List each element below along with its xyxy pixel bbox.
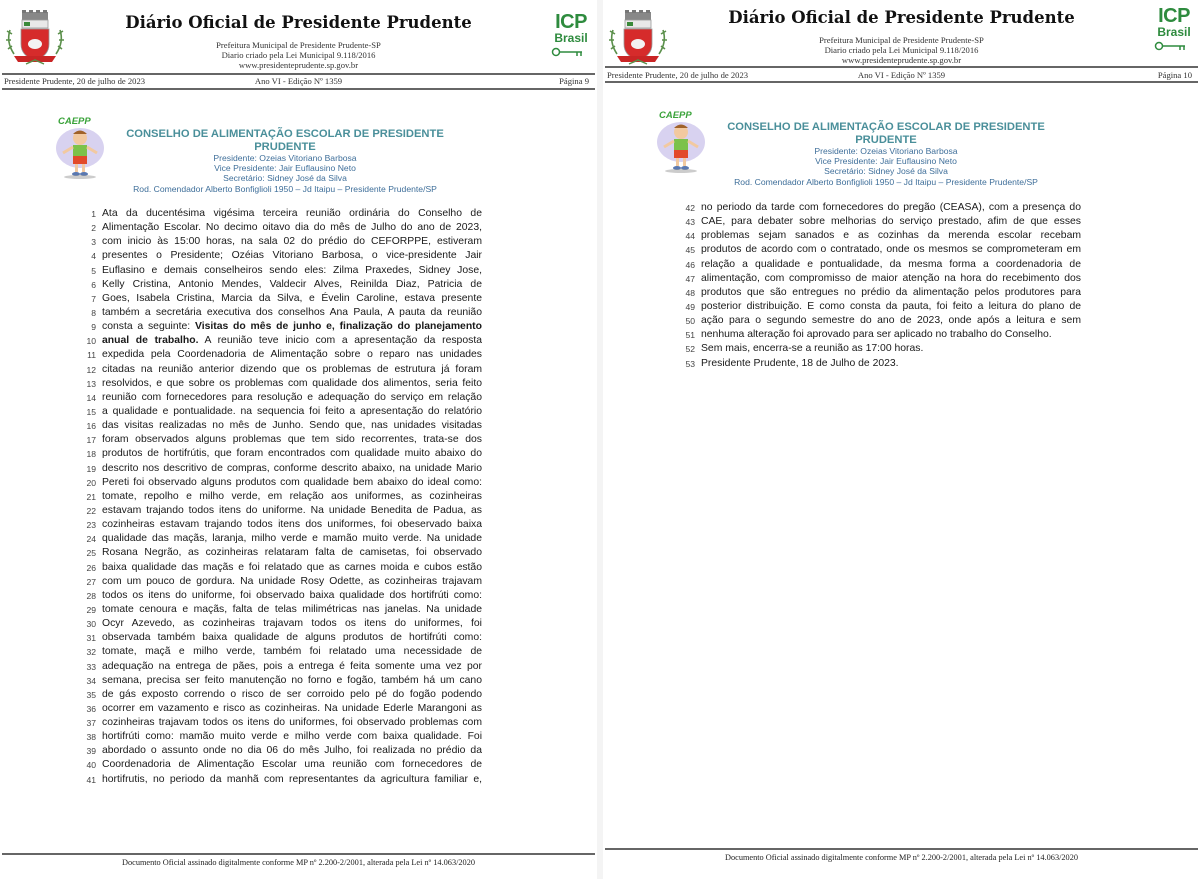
council-address: Rod. Comendador Alberto Bonfiglioli 1950 – Jd Itaipu – Presidente Prudente/SP xyxy=(734,176,1038,187)
minutes-line xyxy=(82,334,492,348)
line-text xyxy=(102,433,482,447)
line-text xyxy=(102,348,482,362)
line-text xyxy=(102,292,482,306)
line-number: 52 xyxy=(685,344,695,355)
line-text xyxy=(102,504,482,518)
line-text xyxy=(102,391,482,405)
journal-subtitle-2: Diario criado pela Lei Municipal 9.118/2016 xyxy=(221,50,376,60)
line-text-run: produtos de acordo com o contratado, onde os mesmos se comprometeram em xyxy=(701,244,1081,256)
line-text-run: CAE, para debater sobre melhorias do serviço prestado, afim de que esses xyxy=(701,216,1081,228)
minutes-line xyxy=(82,518,492,532)
caepp-logo-text: CAEPP xyxy=(58,116,91,127)
line-text xyxy=(102,377,482,391)
council-vice-president: Vice Presidente: Jair Euflausino Neto xyxy=(214,163,356,174)
journal-subtitle-1: Prefeitura Municipal de Presidente Prudente-SP xyxy=(819,35,984,45)
line-number: 18 xyxy=(86,449,96,460)
line-number: 33 xyxy=(86,661,96,672)
line-text xyxy=(102,688,482,702)
line-text-run: relação a qualidade e pontualidade, da mesma forma a coordenadoria de xyxy=(701,258,1081,270)
line-text xyxy=(701,243,1081,257)
line-number: 50 xyxy=(685,316,695,327)
icp-logo-subtext: Brasil xyxy=(1157,25,1191,39)
child-mascot-icon xyxy=(653,120,709,180)
line-text xyxy=(102,674,482,688)
minutes-line xyxy=(82,645,492,659)
minutes-line xyxy=(82,377,492,391)
line-text xyxy=(102,221,482,235)
line-text xyxy=(102,462,482,476)
minutes-line xyxy=(82,278,492,292)
line-text-run: Alimentação Escolar. No decimo oitavo dia do mês de Julho do ano de 2023, xyxy=(102,222,482,234)
council-secretary: Secretário: Sidney José da Silva xyxy=(824,166,948,177)
line-number: 14 xyxy=(86,392,96,403)
line-text-run: presentes o Presidente; Ozéias Vitoriano Barbosa, o vice-presidente Jair xyxy=(102,250,482,262)
minutes-line xyxy=(82,758,492,772)
minutes-line xyxy=(82,207,492,221)
line-text-run: das visitas realizadas no mês de Junho. Sendo que, nas unidades visitadas xyxy=(102,420,482,432)
line-text xyxy=(102,264,482,278)
minutes-line xyxy=(82,264,492,278)
line-text xyxy=(102,716,482,730)
council-address: Rod. Comendador Alberto Bonfiglioli 1950 – Jd Itaipu – Presidente Prudente/SP xyxy=(133,183,437,194)
line-text xyxy=(102,645,482,659)
line-text-run: cozinheiras estavam trajando todos itens dos uniformes, foi obeservado baixa xyxy=(102,519,482,531)
minutes-line xyxy=(82,447,492,461)
footer-rule xyxy=(2,853,595,855)
line-text xyxy=(102,773,482,787)
line-number: 34 xyxy=(86,675,96,686)
line-text-run: estavam trajando todos itens do uniforme. Na unidade Benedita de Padua, as xyxy=(102,504,482,516)
minutes-line xyxy=(82,561,492,575)
line-text xyxy=(102,617,482,631)
minutes-line xyxy=(82,391,492,405)
line-text-run: no periodo da tarde com fornecedores do pregão (CEASA), com a presença do xyxy=(701,202,1081,213)
minutes-line xyxy=(82,617,492,631)
line-text-run: tomate cenoura e maçãs, falta de telas milimétricas nas janelas. Na unidade xyxy=(102,603,482,615)
line-text-run: com um pouco de gordura. Na unidade Rosy Odette, as cozinheiras trajavam xyxy=(102,575,482,587)
line-number: 22 xyxy=(86,505,96,516)
minutes-line xyxy=(82,490,492,504)
council-title-line2: PRUDENTE xyxy=(855,133,917,146)
edition-number: Ano VI - Edição Nº 1359 xyxy=(857,70,946,80)
line-text-run: Rosana Negrão, as cozinheiras relataram falta de camisetas, foi observado xyxy=(102,547,482,559)
minutes-line xyxy=(681,201,1091,215)
minutes-line xyxy=(82,773,492,787)
line-number: 49 xyxy=(685,301,695,312)
line-number: 35 xyxy=(86,689,96,700)
key-icon xyxy=(551,47,585,61)
page-number: Página 10 xyxy=(1157,70,1192,80)
line-text xyxy=(102,278,482,292)
minutes-line xyxy=(82,433,492,447)
line-text xyxy=(102,603,482,617)
line-text xyxy=(102,589,482,603)
header-rule-top xyxy=(605,66,1198,68)
line-text-run: Presidente Prudente, 18 de Julho de 2023. xyxy=(701,357,899,369)
caepp-logo-text: CAEPP xyxy=(659,110,692,121)
key-icon xyxy=(1154,41,1188,55)
minutes-line xyxy=(681,342,1091,356)
line-text-run: ação para o segundo semestre do ano de 2023, onde após a leitura e sem xyxy=(701,315,1081,327)
line-text-run: produtos de hortifrútis, que foram encontrados com qualidade muito abaixo do xyxy=(102,448,482,460)
line-number: 24 xyxy=(86,534,96,545)
line-text-run: citadas na reunião anterior dizendo que os problemas de estrutura já foram xyxy=(102,363,482,375)
page-number: Página 9 xyxy=(559,76,589,86)
line-number: 27 xyxy=(86,576,96,587)
line-number: 16 xyxy=(86,421,96,432)
page-9 xyxy=(0,0,597,879)
icp-logo-text: ICP xyxy=(1158,5,1190,27)
line-text xyxy=(102,758,482,772)
council-president: Presidente: Ozeias Vitoriano Barbosa xyxy=(814,146,958,156)
minutes-line xyxy=(681,215,1091,229)
line-text-run: observada também baixa qualidade de alguns produtos de hortifrúti como: xyxy=(102,632,482,644)
line-text xyxy=(102,363,482,377)
line-text-run: abordado o assunto onde no dia 06 do mês Julho, foi realizada no prédio da xyxy=(102,745,482,757)
line-text-run: cozinheiras trajavam todos os itens do uniformes, foi observado problemas com xyxy=(102,717,482,729)
minutes-line xyxy=(681,300,1091,314)
page-10 xyxy=(603,0,1200,879)
minutes-line xyxy=(681,328,1091,342)
line-text xyxy=(701,357,1081,371)
line-number: 45 xyxy=(685,245,695,256)
line-number: 3 xyxy=(91,237,96,248)
minutes-line xyxy=(82,716,492,730)
line-text-run: tomate, repolho e milho verde, em relação aos uniformes, as cozinheiras xyxy=(102,490,482,502)
line-number: 6 xyxy=(91,279,96,290)
minutes-line xyxy=(681,272,1091,286)
line-number: 28 xyxy=(86,590,96,601)
line-text-run: posterior distribuição. E como consta da pauta, foi feito a leitura do plano de xyxy=(701,300,1081,312)
caepp-logo xyxy=(653,110,709,180)
line-number: 7 xyxy=(91,293,96,304)
line-text xyxy=(701,229,1081,243)
line-text-run: adequação na entrega de pães, pois a entrega é feita somente uma vez por xyxy=(102,660,482,672)
line-text-run: Kelly Cristina, Antonio Mendes, Valdecir Alves, Reinilda Diaz, Patricia de xyxy=(102,278,482,290)
journal-website-link[interactable]: www.presidenteprudente.sp.gov.br xyxy=(841,55,962,65)
icp-brasil-logo xyxy=(1154,6,1194,62)
line-number: 21 xyxy=(86,491,96,502)
icp-logo-subtext: Brasil xyxy=(554,31,588,45)
bold-agenda-text: Visitas do mês de junho e, finalização do planejamento xyxy=(194,321,482,333)
minutes-line xyxy=(681,314,1091,328)
line-number: 5 xyxy=(91,265,96,276)
line-text-run: nenhuma alteração foi aprovado para ser aplicado no trabalho do Conselho. xyxy=(701,329,1052,341)
council-secretary: Secretário: Sidney José da Silva xyxy=(223,173,347,184)
line-text-run: Sem mais, encerra-se a reunião as 17:00 horas. xyxy=(701,343,924,355)
line-number: 20 xyxy=(86,477,96,488)
line-number: 32 xyxy=(86,647,96,658)
minutes-line xyxy=(681,243,1091,257)
line-text-run: consta a seguinte: xyxy=(102,321,195,333)
minutes-line xyxy=(82,575,492,589)
edition-date: Presidente Prudente, 20 de julho de 2023 xyxy=(4,76,146,86)
minutes-line xyxy=(82,419,492,433)
line-number: 12 xyxy=(86,364,96,375)
council-header xyxy=(721,121,1051,187)
minutes-line xyxy=(82,235,492,249)
journal-subtitle-1: Prefeitura Municipal de Presidente Prudente-SP xyxy=(216,40,381,50)
line-number: 10 xyxy=(86,336,96,347)
minutes-line xyxy=(681,286,1091,300)
council-vice-president: Vice Presidente: Jair Euflausino Neto xyxy=(815,156,957,167)
minutes-line xyxy=(681,357,1091,371)
line-number: 23 xyxy=(86,520,96,531)
line-number: 41 xyxy=(86,774,96,785)
line-text xyxy=(102,306,482,320)
line-text xyxy=(102,561,482,575)
minutes-line xyxy=(82,221,492,235)
line-text xyxy=(102,730,482,744)
line-number: 30 xyxy=(86,619,96,630)
line-number: 25 xyxy=(86,548,96,559)
line-text-run: foram observados alguns problemas que tem sido recorrentes, trata-se dos xyxy=(102,434,482,446)
line-number: 19 xyxy=(86,463,96,474)
minutes-line xyxy=(82,603,492,617)
line-text xyxy=(701,272,1081,286)
line-text xyxy=(102,476,482,490)
line-text-run: produtos que são entregues no prédio da alimentação pelos produtores para xyxy=(701,286,1081,298)
edition-date: Presidente Prudente, 20 de julho de 2023 xyxy=(607,70,749,80)
line-number: 44 xyxy=(685,231,695,242)
line-text-run: também a secretária executiva dos conselhos Ana Paula, A pauta da reunião xyxy=(102,306,482,318)
line-text-run: Coordenadoria de Alimentação Escolar uma reunião com fornecedores de xyxy=(102,759,482,771)
minutes-line xyxy=(82,546,492,560)
footer-signature-note: Documento Oficial assinado digitalmente conforme MP nº 2.200-2/2001, alterada pela Lei nº 14.063/2020 xyxy=(122,858,475,867)
line-text xyxy=(102,702,482,716)
journal-title: Diário Oficial de Presidente Prudente xyxy=(728,8,1075,27)
line-text xyxy=(102,249,482,263)
council-president: Presidente: Ozeias Vitoriano Barbosa xyxy=(213,153,357,163)
line-text xyxy=(701,328,1081,342)
line-text-run: de gás exposto correndo o risco de ser corroido pelo pé do fogão podendo xyxy=(102,688,482,700)
line-text xyxy=(102,575,482,589)
line-text xyxy=(701,286,1081,300)
line-text-run: Euflasino e demais conselheiros sendo eles: Zilma Praxedes, Sidney Jose, xyxy=(102,264,482,276)
line-text-run: Goes, Isabela Cristina, Marcia da Silva, e Évelin Caroline, estava presente xyxy=(102,292,482,304)
minutes-line xyxy=(82,532,492,546)
header-rule-bottom xyxy=(605,81,1198,83)
line-text-run: Ocyr Azevedo, as cozinheiras trajavam todos os itens do uniformes, foi xyxy=(102,618,482,630)
minutes-line xyxy=(82,462,492,476)
minutes-line xyxy=(82,348,492,362)
edition-number: Ano VI - Edição Nº 1359 xyxy=(254,76,343,86)
line-text xyxy=(102,207,482,221)
line-number: 9 xyxy=(91,322,96,333)
line-text-run: hortifrúti como: mamão muito verde e milho verde com baixa qualidade. Foi xyxy=(102,731,482,743)
footer-signature-note: Documento Oficial assinado digitalmente conforme MP nº 2.200-2/2001, alterada pela Lei nº 14.063/2020 xyxy=(725,853,1078,862)
line-text xyxy=(701,300,1081,314)
minutes-line xyxy=(82,631,492,645)
line-text-run: descrito nos descritivo de compras, conforme descrito abaixo, na unidade Mario xyxy=(102,462,482,474)
line-text-run: resolvidos, e que sobre os problemas com qualidade dos alimentos, seria feito xyxy=(102,377,482,389)
line-number: 47 xyxy=(685,273,695,284)
journal-title: Diário Oficial de Presidente Prudente xyxy=(125,13,472,32)
minutes-line xyxy=(82,504,492,518)
child-mascot-icon xyxy=(52,126,108,186)
line-text xyxy=(102,744,482,758)
line-text-run: alimentação, com compromisso de maior atenção na hora do recebimento dos xyxy=(701,272,1081,284)
line-number: 26 xyxy=(86,562,96,573)
line-text-run: semana, precisa ser feito manutenção no forno e fogão, também há um cano xyxy=(102,674,482,686)
icp-logo-text: ICP xyxy=(555,11,587,33)
line-text xyxy=(102,532,482,546)
minutes-line xyxy=(82,249,492,263)
line-number: 51 xyxy=(685,330,695,341)
line-number: 13 xyxy=(86,378,96,389)
council-title-line2: PRUDENTE xyxy=(254,140,316,153)
line-number: 31 xyxy=(86,633,96,644)
line-text-run: todos os itens do uniforme, foi observado baixa qualidade dos hortifrúti como: xyxy=(102,589,482,601)
minutes-line xyxy=(82,730,492,744)
header-rule-bottom xyxy=(2,88,595,90)
line-text-run: a qualidade e pontualidade. na sequencia foi feito a apresentação do relatório xyxy=(102,405,482,417)
line-text-run: Ata da ducentésima vigésima terceira reunião ordinária do Conselho de xyxy=(102,208,482,219)
line-text xyxy=(102,546,482,560)
line-text xyxy=(102,320,482,334)
line-text xyxy=(102,518,482,532)
line-number: 36 xyxy=(86,703,96,714)
council-title-line1: CONSELHO DE ALIMENTAÇÃO ESCOLAR DE PRESIDENTE xyxy=(727,121,1045,133)
line-text-run: expedida pela Coordenadoria de Alimentação sobre o reparo nas unidades xyxy=(102,349,482,361)
line-text xyxy=(102,405,482,419)
line-text xyxy=(102,631,482,645)
line-number: 39 xyxy=(86,746,96,757)
line-number: 42 xyxy=(685,203,695,213)
line-number: 8 xyxy=(91,307,96,318)
line-text xyxy=(701,342,1081,356)
line-number: 1 xyxy=(91,209,96,219)
header-rule-top xyxy=(2,73,595,75)
line-text-run: A reunião teve inicio com a apresentação da resposta xyxy=(198,335,482,347)
line-text xyxy=(701,314,1081,328)
minutes-line xyxy=(82,688,492,702)
bold-agenda-text: anual de trabalho. xyxy=(102,335,199,347)
icp-brasil-logo xyxy=(551,12,591,68)
line-text-run: qualidade das maçãs, laranja, milho verde e mamão muito verde. Na unidade xyxy=(102,533,482,545)
minutes-line xyxy=(681,229,1091,243)
line-text xyxy=(701,258,1081,272)
line-text xyxy=(701,201,1081,215)
line-text xyxy=(102,660,482,674)
minutes-line xyxy=(681,258,1091,272)
minutes-line xyxy=(82,292,492,306)
line-text xyxy=(701,215,1081,229)
minutes-line xyxy=(82,702,492,716)
minutes-line xyxy=(82,589,492,603)
minutes-line xyxy=(82,363,492,377)
line-text-run: ocorrer em vazamento e risco as cozinheiras. Na unidade Ederle Marangoni as xyxy=(102,702,482,714)
line-number: 53 xyxy=(685,358,695,369)
minutes-text-body xyxy=(82,207,492,787)
minutes-line xyxy=(82,476,492,490)
minutes-line xyxy=(82,306,492,320)
line-number: 40 xyxy=(86,760,96,771)
council-title-line1: CONSELHO DE ALIMENTAÇÃO ESCOLAR DE PRESIDENTE xyxy=(126,128,444,140)
minutes-text-body xyxy=(681,201,1091,371)
line-number: 37 xyxy=(86,718,96,729)
line-text-run: com inicio às 15:00 horas, na sala 02 do prédio do CEFORPPE, estiveram xyxy=(102,236,482,248)
line-text-run: hortifrutis, no periodo da manhã com representantes da agricultura familiar e, xyxy=(102,773,482,785)
line-number: 17 xyxy=(86,435,96,446)
minutes-line xyxy=(82,320,492,334)
line-text xyxy=(102,419,482,433)
line-text xyxy=(102,447,482,461)
line-text xyxy=(102,490,482,504)
line-text-run: Pereti foi observado alguns produtos com qualidade bem abaixo do ideal como: xyxy=(102,476,482,488)
line-text-run: reunião com fornecedores para resolução e adequação do serviço em relação xyxy=(102,391,482,403)
minutes-line xyxy=(82,405,492,419)
journal-subtitle-2: Diario criado pela Lei Municipal 9.118/2016 xyxy=(824,45,979,55)
footer-rule xyxy=(605,848,1198,850)
minutes-line xyxy=(82,744,492,758)
line-text xyxy=(102,334,482,348)
council-header xyxy=(120,128,450,194)
line-number: 2 xyxy=(91,223,96,234)
journal-website-link[interactable]: www.presidenteprudente.sp.gov.br xyxy=(238,60,359,70)
line-text-run: baixa qualidade das maçãs e foi relatado que as carnes moida e cubos estão xyxy=(102,561,482,573)
line-number: 38 xyxy=(86,732,96,743)
line-number: 46 xyxy=(685,259,695,270)
line-number: 4 xyxy=(91,251,96,262)
line-text-run: tomate, maçã e milho verde, também foi relatado uma necessidade de xyxy=(102,646,482,658)
line-number: 29 xyxy=(86,604,96,615)
line-number: 43 xyxy=(685,217,695,228)
minutes-line xyxy=(82,660,492,674)
line-text-run: problemas sejam sanados e as cozinhas da merenda escolar recebam xyxy=(701,230,1081,242)
caepp-logo xyxy=(52,116,108,186)
line-text xyxy=(102,235,482,249)
line-number: 48 xyxy=(685,287,695,298)
line-number: 11 xyxy=(87,350,96,361)
minutes-line xyxy=(82,674,492,688)
line-number: 15 xyxy=(86,406,96,417)
